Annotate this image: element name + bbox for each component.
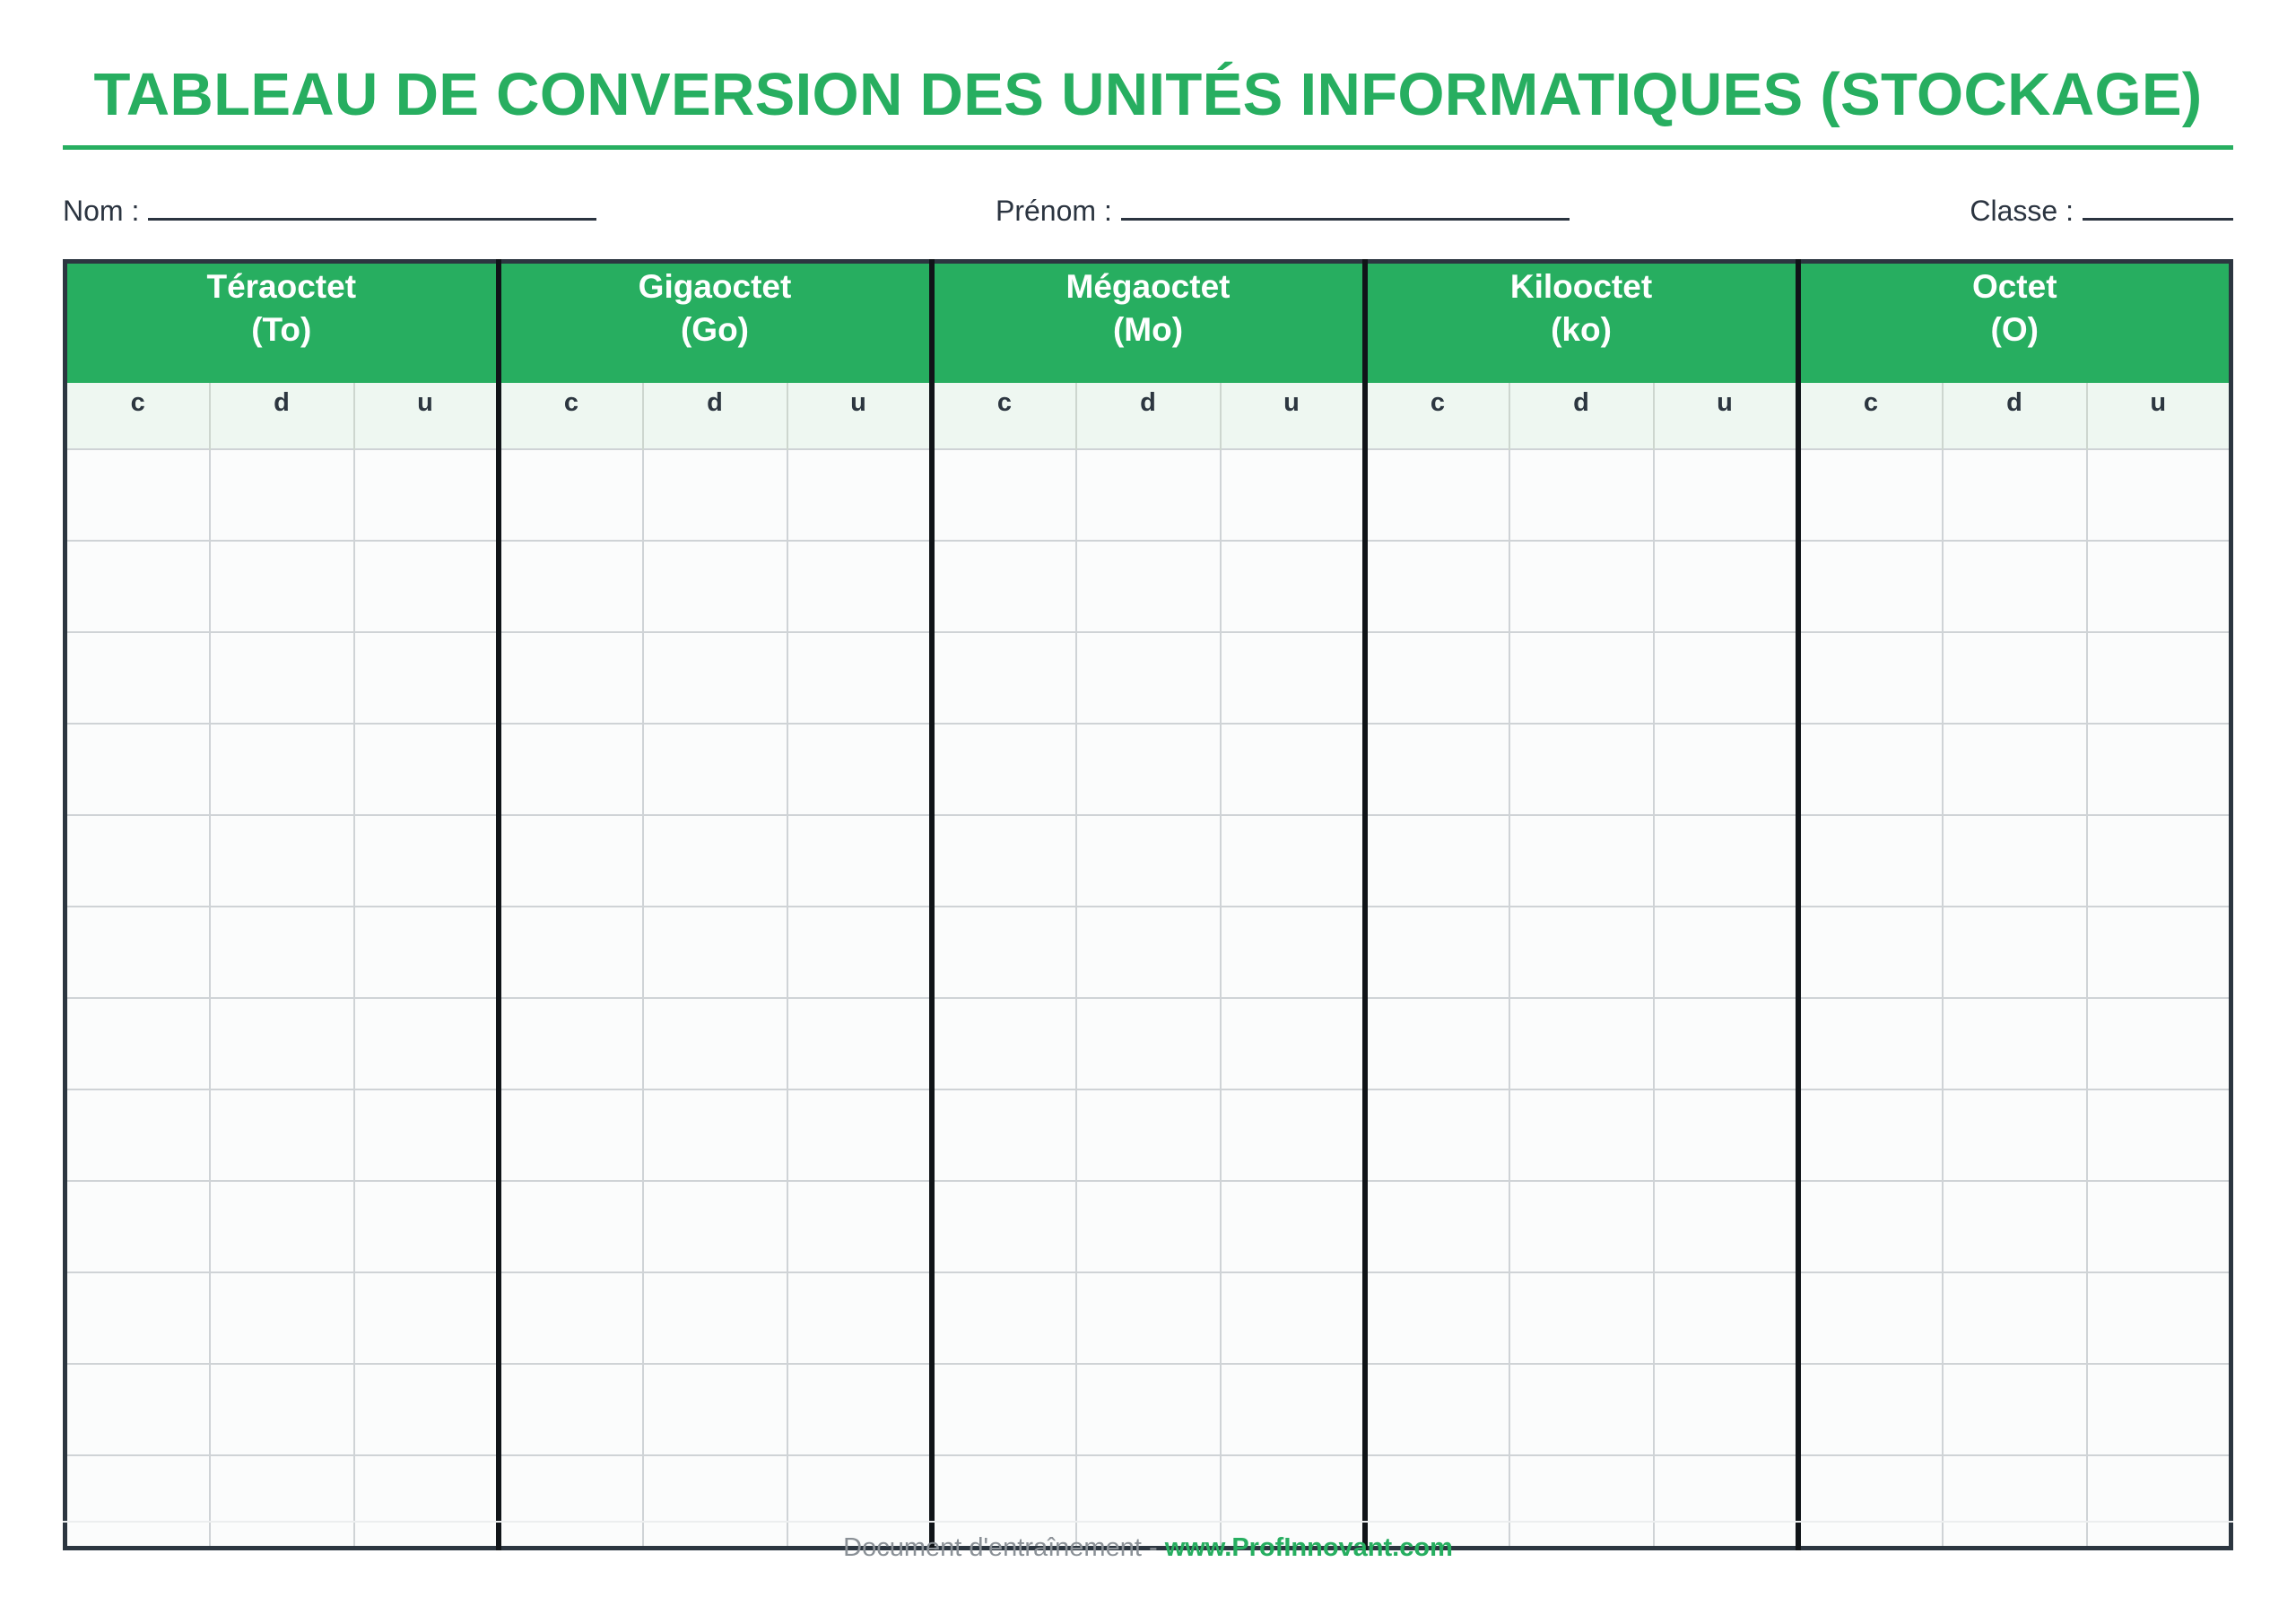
digit-cell[interactable] bbox=[787, 449, 932, 541]
digit-cell[interactable] bbox=[643, 907, 787, 998]
nom-field[interactable] bbox=[63, 187, 596, 233]
digit-cell[interactable] bbox=[932, 632, 1076, 724]
digit-cell[interactable] bbox=[1654, 724, 1798, 815]
digit-cell[interactable] bbox=[210, 1364, 354, 1455]
digit-cell[interactable] bbox=[2087, 1364, 2231, 1455]
title-divider bbox=[63, 145, 2233, 150]
digit-cell[interactable] bbox=[354, 1364, 499, 1455]
digit-cell[interactable] bbox=[932, 1181, 1076, 1272]
digit-cell[interactable] bbox=[2087, 815, 2231, 907]
digit-cell[interactable] bbox=[1654, 1089, 1798, 1181]
digit-cell[interactable] bbox=[1365, 449, 1509, 541]
conversion-table bbox=[63, 259, 2233, 1550]
digit-cell[interactable] bbox=[1654, 907, 1798, 998]
digit-cell[interactable] bbox=[65, 1272, 210, 1364]
digit-cell[interactable] bbox=[499, 815, 643, 907]
digit-cell[interactable] bbox=[1221, 541, 1365, 632]
digit-cell[interactable] bbox=[1943, 724, 2087, 815]
table-row bbox=[65, 541, 2231, 632]
digit-cell[interactable] bbox=[2087, 724, 2231, 815]
digit-cell[interactable] bbox=[499, 907, 643, 998]
digit-cell[interactable] bbox=[1798, 1272, 1943, 1364]
subcolumn-header: u bbox=[2087, 383, 2231, 449]
digit-cell[interactable] bbox=[932, 998, 1076, 1089]
digit-cell[interactable] bbox=[1943, 998, 2087, 1089]
digit-cell[interactable] bbox=[1365, 632, 1509, 724]
subcolumn-header: c bbox=[499, 383, 643, 449]
digit-cell[interactable] bbox=[1943, 907, 2087, 998]
digit-cell[interactable] bbox=[2087, 1272, 2231, 1364]
digit-cell[interactable] bbox=[354, 815, 499, 907]
digit-cell[interactable] bbox=[1076, 907, 1221, 998]
table-row bbox=[65, 907, 2231, 998]
digit-cell[interactable] bbox=[787, 1272, 932, 1364]
digit-cell[interactable] bbox=[1076, 1181, 1221, 1272]
digit-cell[interactable] bbox=[1221, 1181, 1365, 1272]
unit-abbreviation: (O) bbox=[1990, 311, 2039, 348]
digit-cell[interactable] bbox=[65, 632, 210, 724]
digit-cell[interactable] bbox=[1654, 632, 1798, 724]
subcolumn-header: d bbox=[210, 383, 354, 449]
digit-cell[interactable] bbox=[210, 724, 354, 815]
digit-cell[interactable] bbox=[1509, 815, 1654, 907]
table-body bbox=[65, 449, 2231, 1549]
digit-cell[interactable] bbox=[210, 632, 354, 724]
digit-cell[interactable] bbox=[354, 998, 499, 1089]
digit-cell[interactable] bbox=[354, 724, 499, 815]
digit-cell[interactable] bbox=[354, 541, 499, 632]
digit-cell[interactable] bbox=[2087, 632, 2231, 724]
digit-cell[interactable] bbox=[499, 632, 643, 724]
digit-cell[interactable] bbox=[65, 1089, 210, 1181]
digit-cell[interactable] bbox=[499, 998, 643, 1089]
unit-name: Octet bbox=[1971, 268, 2057, 305]
digit-cell[interactable] bbox=[210, 449, 354, 541]
unit-abbreviation: (To) bbox=[251, 311, 312, 348]
digit-cell[interactable] bbox=[1654, 998, 1798, 1089]
subcolumn-header: u bbox=[1654, 383, 1798, 449]
subcolumn-header: d bbox=[1076, 383, 1221, 449]
digit-cell[interactable] bbox=[1798, 541, 1943, 632]
digit-cell[interactable] bbox=[1365, 1272, 1509, 1364]
unit-header-row bbox=[65, 262, 2231, 384]
digit-cell[interactable] bbox=[1509, 449, 1654, 541]
unit-header bbox=[1798, 262, 2231, 384]
digit-cell[interactable] bbox=[2087, 998, 2231, 1089]
table-row bbox=[65, 1272, 2231, 1364]
digit-cell[interactable] bbox=[354, 907, 499, 998]
footer bbox=[0, 1530, 2296, 1566]
digit-cell[interactable] bbox=[1798, 1089, 1943, 1181]
unit-header bbox=[1365, 262, 1798, 384]
digit-cell[interactable] bbox=[65, 541, 210, 632]
subcolumn-header-row bbox=[65, 383, 2231, 449]
nom-line[interactable] bbox=[148, 187, 596, 221]
digit-cell[interactable] bbox=[1509, 1089, 1654, 1181]
digit-cell[interactable] bbox=[65, 998, 210, 1089]
unit-abbreviation: (Go) bbox=[680, 311, 750, 348]
digit-cell[interactable] bbox=[1943, 449, 2087, 541]
digit-cell[interactable] bbox=[787, 632, 932, 724]
digit-cell[interactable] bbox=[210, 541, 354, 632]
digit-cell[interactable] bbox=[1943, 632, 2087, 724]
digit-cell[interactable] bbox=[1076, 1089, 1221, 1181]
digit-cell[interactable] bbox=[1943, 1364, 2087, 1455]
subcolumn-header: d bbox=[1943, 383, 2087, 449]
subcolumn-header: u bbox=[787, 383, 932, 449]
digit-cell[interactable] bbox=[1076, 724, 1221, 815]
digit-cell[interactable] bbox=[354, 632, 499, 724]
unit-abbreviation: (ko) bbox=[1551, 311, 1612, 348]
digit-cell[interactable] bbox=[210, 1181, 354, 1272]
unit-name: Kilooctet bbox=[1509, 268, 1653, 305]
digit-cell[interactable] bbox=[1221, 1272, 1365, 1364]
digit-cell[interactable] bbox=[643, 815, 787, 907]
digit-cell[interactable] bbox=[1221, 1364, 1365, 1455]
digit-cell[interactable] bbox=[932, 1364, 1076, 1455]
digit-cell[interactable] bbox=[1798, 449, 1943, 541]
subcolumn-header: c bbox=[1365, 383, 1509, 449]
digit-cell[interactable] bbox=[643, 998, 787, 1089]
table-row bbox=[65, 1364, 2231, 1455]
digit-cell[interactable] bbox=[1076, 632, 1221, 724]
digit-cell[interactable] bbox=[1221, 449, 1365, 541]
nom-label: Nom : bbox=[63, 195, 140, 227]
digit-cell[interactable] bbox=[499, 1181, 643, 1272]
digit-cell[interactable] bbox=[2087, 1181, 2231, 1272]
digit-cell[interactable] bbox=[1943, 1181, 2087, 1272]
unit-name: Téraoctet bbox=[206, 268, 357, 305]
digit-cell[interactable] bbox=[932, 1089, 1076, 1181]
digit-cell[interactable] bbox=[1221, 632, 1365, 724]
subcolumn-header: c bbox=[932, 383, 1076, 449]
digit-cell[interactable] bbox=[354, 1272, 499, 1364]
digit-cell[interactable] bbox=[643, 1089, 787, 1181]
digit-cell[interactable] bbox=[1365, 724, 1509, 815]
digit-cell[interactable] bbox=[499, 724, 643, 815]
subcolumn-header: u bbox=[354, 383, 499, 449]
digit-cell[interactable] bbox=[1509, 1272, 1654, 1364]
digit-cell[interactable] bbox=[1943, 815, 2087, 907]
digit-cell[interactable] bbox=[932, 1272, 1076, 1364]
digit-cell[interactable] bbox=[2087, 541, 2231, 632]
digit-cell[interactable] bbox=[932, 541, 1076, 632]
prenom-field[interactable] bbox=[996, 187, 1570, 233]
digit-cell[interactable] bbox=[210, 907, 354, 998]
digit-cell[interactable] bbox=[1798, 998, 1943, 1089]
digit-cell[interactable] bbox=[643, 1272, 787, 1364]
digit-cell[interactable] bbox=[210, 1089, 354, 1181]
digit-cell[interactable] bbox=[1221, 724, 1365, 815]
digit-cell[interactable] bbox=[643, 1364, 787, 1455]
digit-cell[interactable] bbox=[1221, 1089, 1365, 1181]
digit-cell[interactable] bbox=[1654, 541, 1798, 632]
digit-cell[interactable] bbox=[1365, 1364, 1509, 1455]
unit-abbreviation: (Mo) bbox=[1112, 311, 1184, 348]
digit-cell[interactable] bbox=[787, 998, 932, 1089]
digit-cell[interactable] bbox=[1654, 1272, 1798, 1364]
classe-line[interactable] bbox=[2083, 187, 2233, 221]
digit-cell[interactable] bbox=[787, 724, 932, 815]
digit-cell[interactable] bbox=[643, 541, 787, 632]
subcolumn-header: u bbox=[1221, 383, 1365, 449]
digit-cell[interactable] bbox=[1221, 907, 1365, 998]
digit-cell[interactable] bbox=[1798, 907, 1943, 998]
digit-cell[interactable] bbox=[1509, 724, 1654, 815]
digit-cell[interactable] bbox=[65, 724, 210, 815]
digit-cell[interactable] bbox=[1365, 907, 1509, 998]
digit-cell[interactable] bbox=[1076, 541, 1221, 632]
footer-divider bbox=[63, 1521, 2233, 1523]
digit-cell[interactable] bbox=[354, 1089, 499, 1181]
subcolumn-header: c bbox=[1798, 383, 1943, 449]
digit-cell[interactable] bbox=[1076, 998, 1221, 1089]
digit-cell[interactable] bbox=[210, 998, 354, 1089]
footer-text: Document d'entraînement - bbox=[843, 1533, 1165, 1562]
digit-cell[interactable] bbox=[1509, 1364, 1654, 1455]
digit-cell[interactable] bbox=[2087, 1089, 2231, 1181]
digit-cell[interactable] bbox=[1654, 449, 1798, 541]
subcolumn-header: d bbox=[1509, 383, 1654, 449]
digit-cell[interactable] bbox=[65, 1181, 210, 1272]
prenom-label: Prénom : bbox=[996, 195, 1112, 227]
digit-cell[interactable] bbox=[1798, 1364, 1943, 1455]
digit-cell[interactable] bbox=[210, 815, 354, 907]
digit-cell[interactable] bbox=[643, 632, 787, 724]
table-row bbox=[65, 1181, 2231, 1272]
digit-cell[interactable] bbox=[1654, 1364, 1798, 1455]
digit-cell[interactable] bbox=[499, 1089, 643, 1181]
prenom-line[interactable] bbox=[1121, 187, 1570, 221]
digit-cell[interactable] bbox=[499, 541, 643, 632]
table-row bbox=[65, 998, 2231, 1089]
digit-cell[interactable] bbox=[932, 907, 1076, 998]
digit-cell[interactable] bbox=[932, 724, 1076, 815]
table-row bbox=[65, 449, 2231, 541]
page-title: TABLEAU DE CONVERSION DES UNITÉS INFORMATIQUES (STOCKAGE) bbox=[93, 61, 2203, 128]
digit-cell[interactable] bbox=[1654, 1181, 1798, 1272]
digit-cell[interactable] bbox=[1798, 724, 1943, 815]
classe-field[interactable] bbox=[1970, 187, 2233, 233]
digit-cell[interactable] bbox=[787, 1181, 932, 1272]
digit-cell[interactable] bbox=[1943, 1089, 2087, 1181]
digit-cell[interactable] bbox=[2087, 449, 2231, 541]
digit-cell[interactable] bbox=[1943, 1272, 2087, 1364]
digit-cell[interactable] bbox=[499, 449, 643, 541]
digit-cell[interactable] bbox=[354, 449, 499, 541]
digit-cell[interactable] bbox=[1798, 1181, 1943, 1272]
worksheet bbox=[63, 0, 2233, 417]
digit-cell[interactable] bbox=[1076, 1364, 1221, 1455]
digit-cell[interactable] bbox=[499, 1364, 643, 1455]
digit-cell[interactable] bbox=[1509, 998, 1654, 1089]
digit-cell[interactable] bbox=[65, 1364, 210, 1455]
digit-cell[interactable] bbox=[787, 1089, 932, 1181]
digit-cell[interactable] bbox=[1076, 1272, 1221, 1364]
digit-cell[interactable] bbox=[65, 815, 210, 907]
digit-cell[interactable] bbox=[1943, 541, 2087, 632]
footer-site-link[interactable]: www.ProfInnovant.com bbox=[1164, 1533, 1453, 1562]
subcolumn-header: c bbox=[65, 383, 210, 449]
digit-cell[interactable] bbox=[1798, 632, 1943, 724]
digit-cell[interactable] bbox=[1509, 632, 1654, 724]
digit-cell[interactable] bbox=[787, 541, 932, 632]
table-row bbox=[65, 1089, 2231, 1181]
digit-cell[interactable] bbox=[1365, 815, 1509, 907]
digit-cell[interactable] bbox=[210, 1272, 354, 1364]
unit-header bbox=[932, 262, 1365, 384]
unit-name: Gigaoctet bbox=[638, 268, 792, 305]
digit-cell[interactable] bbox=[354, 1181, 499, 1272]
digit-cell[interactable] bbox=[787, 907, 932, 998]
digit-cell[interactable] bbox=[932, 815, 1076, 907]
digit-cell[interactable] bbox=[787, 1364, 932, 1455]
digit-cell[interactable] bbox=[1076, 815, 1221, 907]
digit-cell[interactable] bbox=[1365, 1181, 1509, 1272]
unit-header bbox=[65, 262, 499, 384]
digit-cell[interactable] bbox=[1365, 541, 1509, 632]
digit-cell[interactable] bbox=[1076, 449, 1221, 541]
digit-cell[interactable] bbox=[787, 815, 932, 907]
unit-header bbox=[499, 262, 932, 384]
digit-cell[interactable] bbox=[1365, 1089, 1509, 1181]
digit-cell[interactable] bbox=[1509, 1181, 1654, 1272]
subcolumn-header: d bbox=[643, 383, 787, 449]
digit-cell[interactable] bbox=[65, 907, 210, 998]
table-row bbox=[65, 632, 2231, 724]
unit-name: Mégaoctet bbox=[1065, 268, 1231, 305]
digit-cell[interactable] bbox=[499, 1272, 643, 1364]
digit-cell[interactable] bbox=[1654, 815, 1798, 907]
digit-cell[interactable] bbox=[643, 1181, 787, 1272]
digit-cell[interactable] bbox=[932, 449, 1076, 541]
digit-cell[interactable] bbox=[643, 724, 787, 815]
digit-cell[interactable] bbox=[643, 449, 787, 541]
digit-cell[interactable] bbox=[2087, 907, 2231, 998]
student-fields bbox=[63, 187, 2233, 241]
digit-cell[interactable] bbox=[1509, 907, 1654, 998]
digit-cell[interactable] bbox=[1365, 998, 1509, 1089]
classe-label: Classe : bbox=[1970, 195, 2074, 227]
table-row bbox=[65, 724, 2231, 815]
digit-cell[interactable] bbox=[65, 449, 210, 541]
digit-cell[interactable] bbox=[1509, 541, 1654, 632]
digit-cell[interactable] bbox=[1798, 815, 1943, 907]
digit-cell[interactable] bbox=[1221, 998, 1365, 1089]
digit-cell[interactable] bbox=[1221, 815, 1365, 907]
table-row bbox=[65, 815, 2231, 907]
